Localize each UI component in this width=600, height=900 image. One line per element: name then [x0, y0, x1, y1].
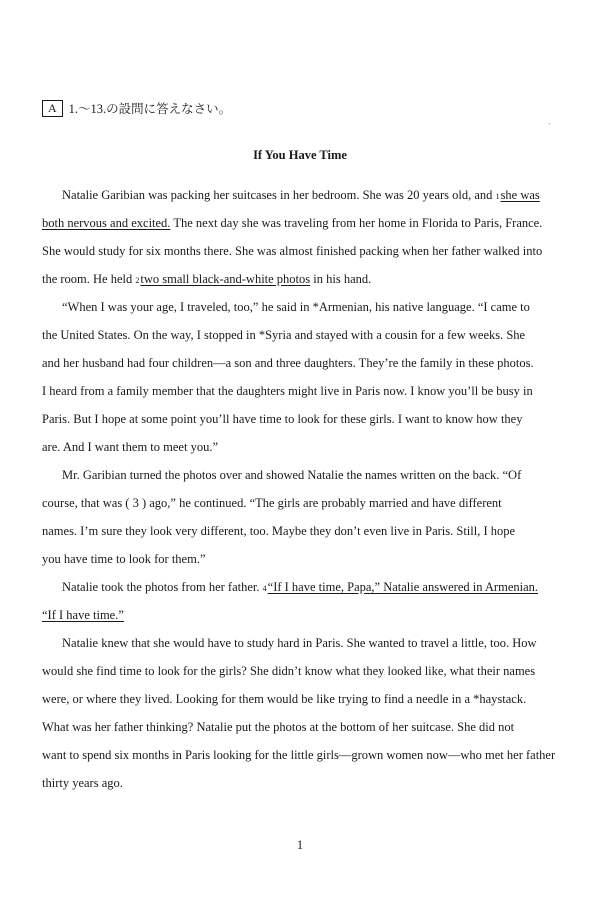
- passage-text: Natalie Garibian was packing her suitcases in her bedroom. She was 20 years old, and: [62, 188, 496, 202]
- underlined-passage: “If I have time, Papa,” Natalie answered in Armenian.: [267, 580, 539, 594]
- passage-line: [42, 495, 502, 511]
- section-label-box: A: [42, 100, 63, 117]
- passage-line: [42, 243, 542, 259]
- passage-line: [42, 383, 533, 399]
- passage-line: [42, 355, 534, 371]
- question-marker: 1: [495, 192, 500, 201]
- passage-text: Paris. But I hope at some point you’ll have time to look for these girls. I want to know how they: [42, 412, 523, 426]
- passage-text: want to spend six months in Paris looking for the little girls—grown women now—who met her father: [42, 748, 556, 762]
- passage-text: the United States. On the way, I stopped in *Syria and stayed with a cousin for a few weeks. She: [42, 328, 526, 342]
- passage-line: [42, 411, 522, 427]
- underlined-passage: both nervous and excited.: [42, 216, 171, 230]
- passage-line: [42, 271, 371, 289]
- passage-line: [42, 551, 206, 567]
- underlined-passage: two small black-and-white photos: [140, 272, 311, 286]
- passage-line: [42, 747, 555, 763]
- passage-text: Natalie knew that she would have to study hard in Paris. She wanted to travel a little, too. How: [62, 636, 537, 650]
- passage-text: the room. He held: [42, 272, 136, 286]
- question-marker: 4: [262, 584, 267, 593]
- passage-text: you have time to look for them.”: [42, 552, 206, 566]
- passage-text: She would study for six months there. She was almost finished packing when her father walked into: [42, 244, 543, 258]
- passage-line: [62, 635, 537, 651]
- passage-text: are. And I want them to meet you.”: [42, 440, 218, 454]
- underlined-passage: “If I have time.”: [42, 608, 124, 622]
- passage-text: course, that was ( 3 ) ago,” he continued. “The girls are probably married and have different: [42, 496, 502, 510]
- passage-line: [42, 775, 123, 791]
- passage-line: [42, 327, 525, 343]
- passage-text: What was her father thinking? Natalie put the photos at the bottom of her suitcase. She did not: [42, 720, 515, 734]
- passage-line: [62, 187, 540, 205]
- passage-line: [42, 663, 535, 679]
- passage-text: and her husband had four children—a son and three daughters. They’re the family in these photos.: [42, 356, 534, 370]
- passage-text: Natalie took the photos from her father.: [62, 580, 263, 594]
- passage-text: names. I’m sure they look very different, too. Maybe they don’t even live in Paris. Still, I hope: [42, 524, 516, 538]
- page-number: 1: [296, 838, 304, 852]
- passage-line: [42, 607, 124, 623]
- passage-line: [42, 215, 542, 231]
- passage-title: If You Have Time: [253, 148, 347, 162]
- passage-text: “When I was your age, I traveled, too,” he said in *Armenian, his native language. “I came to: [62, 300, 530, 314]
- passage-text: were, or where they lived. Looking for them would be like trying to find a needle in a *haystack.: [42, 692, 527, 706]
- passage-line: [42, 439, 218, 455]
- passage-line: [62, 299, 530, 315]
- section-instruction: 1.～13.の設問に答えなさい。: [68, 102, 232, 116]
- underlined-passage: she was: [500, 188, 540, 202]
- passage-text: Mr. Garibian turned the photos over and showed Natalie the names written on the back. “Of: [62, 468, 522, 482]
- passage-text: would she find time to look for the girls? She didn’t know what they looked like, what their names: [42, 664, 536, 678]
- passage-line: [62, 579, 538, 597]
- passage-text: thirty years ago.: [42, 776, 123, 790]
- passage-text: The next day she was traveling from her home in Florida to Paris, France.: [170, 216, 543, 230]
- passage-line: [62, 467, 521, 483]
- passage-text: in his hand.: [310, 272, 372, 286]
- section-header: [42, 99, 231, 117]
- question-marker: 2: [135, 276, 140, 285]
- passage-line: [42, 523, 515, 539]
- passage-line: [42, 719, 514, 735]
- passage-text: I heard from a family member that the daughters might live in Paris now. I know you’ll be busy in: [42, 384, 533, 398]
- passage-line: [42, 691, 526, 707]
- stray-mark: `: [548, 122, 551, 131]
